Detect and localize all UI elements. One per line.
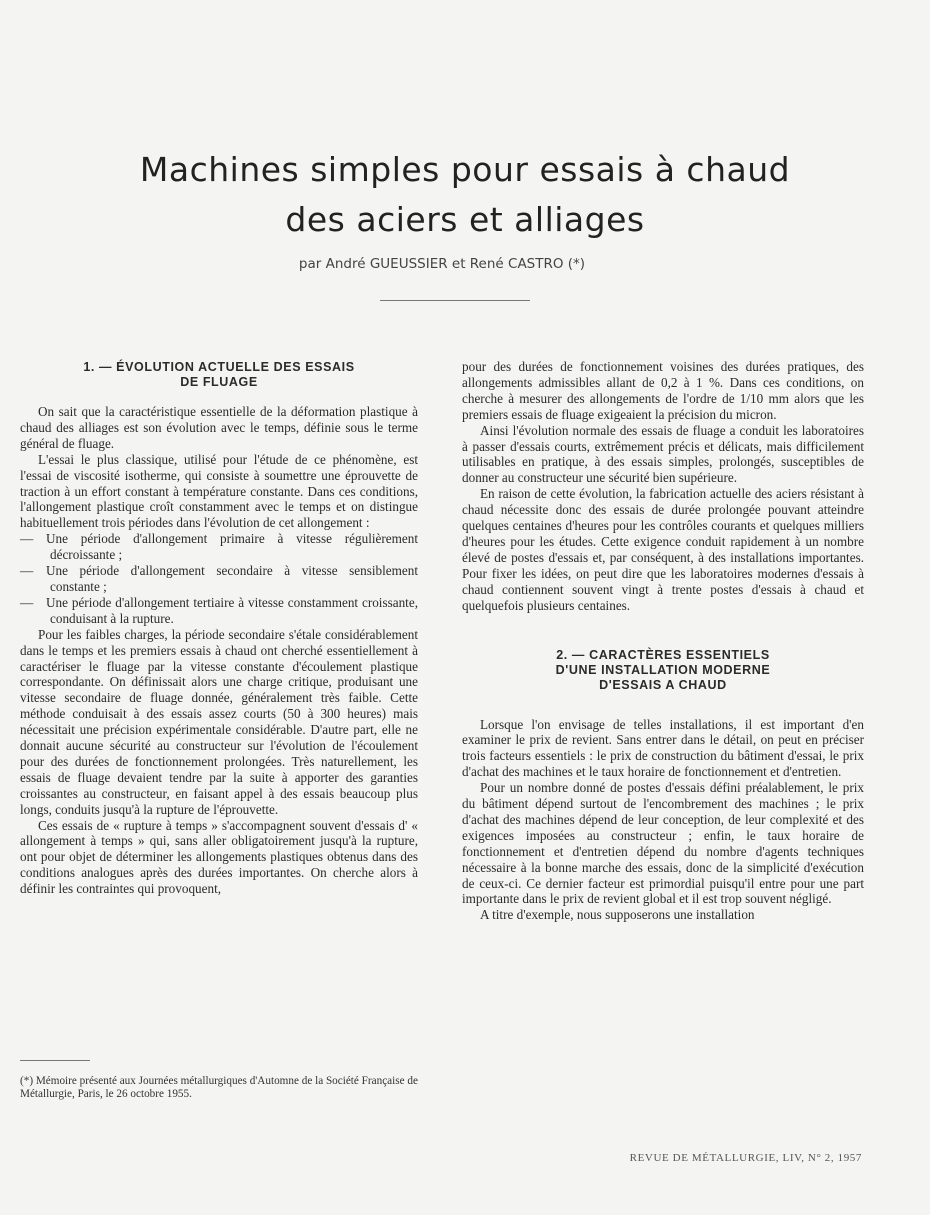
section-2-heading-line-3: D'ESSAIS A CHAUD: [599, 677, 727, 692]
section-1-heading-line-1: 1. — ÉVOLUTION ACTUELLE DES ESSAIS: [83, 360, 355, 374]
section-2-heading: [462, 648, 864, 693]
footnote: (*) Mémoire présenté aux Journées métallurgiques d'Automne de la Société Française de Métallurgie, Paris, le 26 octobre 1955.: [20, 1075, 418, 1100]
paragraph: Ces essais de « rupture à temps » s'accompagnent souvent d'essais d' « allongement à temps » qui, sans aller obligatoirement jusqu'à la rupture, ont pour objet de déterminer les allongements plastiques obtenus dans des conditions analogues après des durées importantes. On cherche alors à définir les contraintes qui provoquent,: [20, 817, 418, 897]
paragraph: L'essai le plus classique, utilisé pour l'étude de ce phénomène, est l'essai de viscosité isotherme, qui consiste à soumettre une éprouvette de traction à un effort constant à température constante. Dans ces conditions, l'allongement plastique croît constamment avec le temps et on distingue habituellement trois périodes dans l'évolution de cet allongement :: [20, 451, 418, 531]
section-2-heading-line-1: 2. — CARACTÈRES ESSENTIELS: [556, 647, 770, 662]
paragraph-continued: pour des durées de fonctionnement voisines des durées pratiques, des allongements admissibles allant de 0,2 à 1 %. Dans ces conditions, on cherche à mesurer des allongements de l'ordre de 1/10 mm alors que les premiers essais de fluage exigeaient la précision du micron.: [462, 359, 864, 422]
title-line-1: Machines simples pour essais à chaud: [139, 150, 791, 189]
title-divider: [380, 300, 530, 301]
article-title: [0, 145, 930, 245]
paragraph: On sait que la caractéristique essentielle de la déformation plastique à chaud des alliages est son évolution avec le temps, définie sous le terme général de fluage.: [20, 404, 418, 451]
authors-line: par André GUEUSSIER et René CASTRO (*): [298, 256, 586, 272]
paragraph: Lorsque l'on envisage de telles installations, il est important d'en examiner le prix de revient. Sans entrer dans le détail, on peut en préciser trois facteurs essentiels : le prix de construction du bâtiment d'essai, le prix d'achat des machines et le taux horaire de fonctionnement et d'entretien.: [462, 716, 864, 780]
left-column: [20, 360, 418, 897]
paragraph: A titre d'exemple, nous supposerons une installation: [480, 907, 755, 923]
footnote-divider: [20, 1060, 90, 1061]
title-line-2: des aciers et alliages: [285, 200, 645, 239]
running-footer: REVUE DE MÉTALLURGIE, LIV, N° 2, 1957: [629, 1152, 862, 1164]
list-item: — Une période d'allongement tertiaire à vitesse constamment croissante, conduisant à la rupture.: [20, 594, 418, 626]
paragraph: En raison de cette évolution, la fabrication actuelle des aciers résistant à chaud nécessite donc des essais de durée prolongée pouvant atteindre quelques centaines d'heures pour les contrôles courants et quelques milliers d'heures pour les études. Cette exigence conduit rapidement à un nombre élevé de postes d'essais et, par conséquent, à des installations importantes. Pour fixer les idées, on peut dire que les laboratoires modernes d'essais à chaud contiennent souvent vingt à trente postes d'essais à chaud et quelquefois plusieurs centaines.: [462, 486, 864, 613]
paragraph: Ainsi l'évolution normale des essais de fluage a conduit les laboratoires à passer d'essais courts, extrêmement précis et délicats, mais difficilement utilisables en pratique, à des essais simples, prolongés, susceptibles de donner au constructeur une sécurité bien supérieure.: [462, 422, 864, 486]
paragraph: Pour un nombre donné de postes d'essais défini préalablement, le prix du bâtiment dépend surtout de l'encombrement des machines ; le prix d'achat des machines dépend de leur conception, de leur complexité et des exigences imposées au constructeur ; enfin, le taux horaire de fonctionnement et d'entretien dépend du nombre d'agents techniques nécessaire à la bonne marche des essais, donc de la simplicité d'exécution de ceux-ci. Ce dernier facteur est primordial puisqu'il entre pour une part importante dans le prix de revient global et il est trop souvent négligé.: [462, 780, 864, 907]
right-column: [462, 359, 864, 923]
section-2-heading-line-2: D'UNE INSTALLATION MODERNE: [555, 662, 771, 677]
paragraph: Pour les faibles charges, la période secondaire s'étale considérablement dans le temps et les premiers essais à chaud ont cherché essentiellement à caractériser le fluage par la vitesse constante d'écoulement plastique correspondante. On définissait alors une charge critique, produisant une vitesse secondaire de fluage donnée, généralement très faible. Cette méthode conduisait à des essais assez courts (50 à 300 heures) mais nécessitait une précision expérimentale considérable. D'autre part, elle ne donnait aucune sécurité au constructeur sur l'évolution de l'écoulement pour des durées de fonctionnement prolongées. Très naturellement, les essais de fluage devaient tendre par la suite à apporter des garanties croissantes au constructeur, en faisant appel à des essais beaucoup plus longs, conduits jusqu'à la rupture de l'éprouvette.: [20, 626, 418, 817]
list-item: — Une période d'allongement secondaire à vitesse sensiblement constante ;: [20, 563, 418, 594]
section-1-heading-line-2: DE FLUAGE: [180, 375, 258, 389]
section-1-heading: [20, 360, 418, 390]
list-item: — Une période d'allongement primaire à vitesse régulièrement décroissante ;: [20, 531, 418, 563]
period-list: [20, 531, 418, 626]
